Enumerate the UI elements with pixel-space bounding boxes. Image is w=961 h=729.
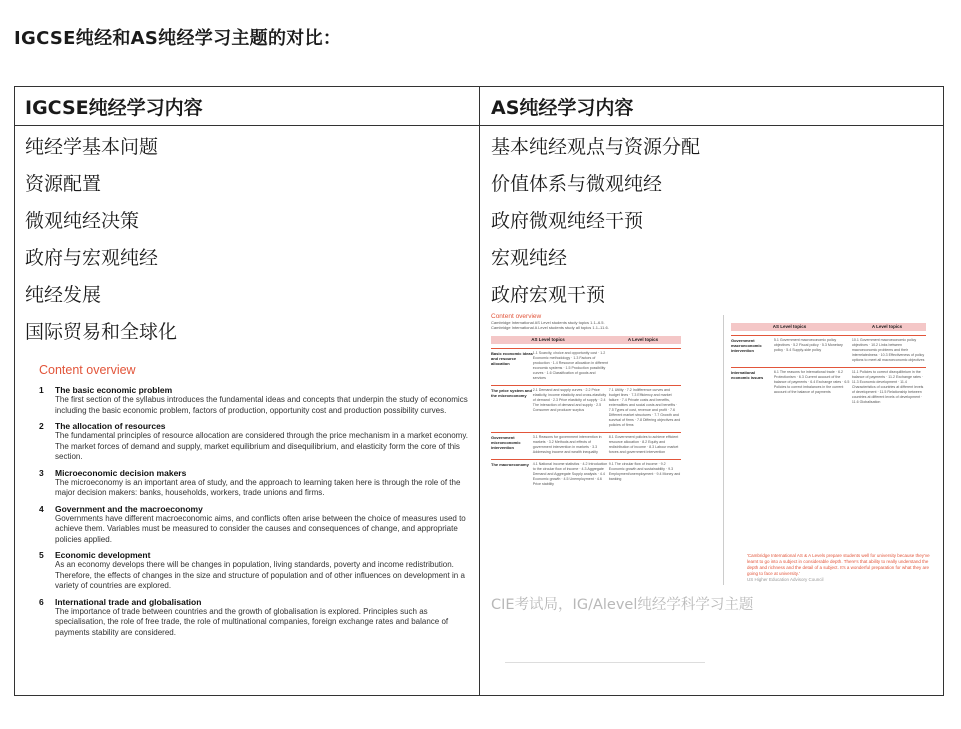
overview-item (39, 504, 479, 546)
overview-item-heading: Economic development (55, 550, 151, 560)
overview-item (39, 597, 479, 639)
list-item: 基本纯经观点与资源分配 (491, 136, 701, 158)
overview-item-description: The microeconomy is an important area of study, and the approach to learning taken here is through the role of the major decision makers: banks, households, workers, trade unions and firms. (55, 477, 461, 497)
as-quote (747, 553, 937, 583)
as-table-row: Basic economic ideas and resource allocation 1.1 Scarcity, choice and opportunity cost · 1.2 Economic methodology · 1.3 Factors of production · 1.4 Resource allocation in different economic systems · 1.5 Production possibility curves · 1.6 Classification of goods and services (491, 348, 681, 381)
overview-item-description: The fundamental principles of resource allocation are considered through the price mechanism in a market economy. The market forces of demand and supply, market equilibrium and disequilibrium, and elasticity form the core of this section. (55, 431, 468, 461)
list-item: 微观纯经决策 (25, 210, 140, 232)
overview-item (39, 421, 479, 463)
overview-item-heading: The allocation of resources (55, 421, 166, 431)
page-gutter (723, 315, 724, 585)
overview-item-number: 2 (39, 421, 44, 431)
divider (505, 662, 705, 663)
overview-item-number: 5 (39, 550, 44, 560)
as-table-row: The macroeconomy 4.1 National income statistics · 4.2 Introduction to the circular flow of income · 4.3 Aggregate Demand and Aggregate Supply analysis · 4.4 Economic growth · 4.5 Unemployment · 4.6 Price stability 9.1 The circular flow of income · 9.2 Economic growth and sustainability · 9.3 Employment/unemployment · 9.4 Money and banking (491, 459, 681, 487)
list-item: 纯经学基本问题 (25, 136, 159, 158)
overview-item-number: 4 (39, 503, 44, 514)
overview-item-description: Governments have different macroeconomic aims, and conflicts often arise between the choice of measures used to achieve them. Variables must be measured to consider the causes and consequences of change, and appropriate policies applied. (55, 513, 466, 544)
list-item: 纯经发展 (25, 284, 102, 306)
quote-source: US Higher Education Advisory Council (747, 577, 824, 582)
overview-item-description: The importance of trade between countries and the growth of globalisation is explored. Principles such as specialisation, the role of free trade, the role of multinational companies, foreign exchange rates and balance of payments stability are considered. (55, 606, 449, 637)
as-topic-list (491, 129, 700, 314)
list-item: 价值体系与微观纯经 (491, 173, 663, 195)
list-item: 宏观纯经 (491, 247, 568, 269)
comparison-table (14, 86, 944, 696)
list-item: 政府与宏观纯经 (25, 247, 159, 269)
overview-item-number: 6 (39, 596, 44, 607)
column-divider (479, 87, 480, 695)
as-level-col-label: AS Level topics (531, 337, 565, 342)
igcse-content-overview (39, 363, 479, 688)
page-title: IGCSE纯经和AS纯经学习主题的对比： (14, 28, 342, 49)
overview-item-number: 1 (39, 385, 44, 395)
overview-item-heading: Government and the macroeconomy (55, 503, 203, 514)
overview-title: Content overview (39, 363, 136, 377)
header-divider (15, 125, 943, 126)
overview-item (39, 468, 479, 499)
as-table-row: Government macroeconomic intervention 5.1 Government macroeconomic policy objectives · 5.2 Fiscal policy · 5.3 Monetary policy · 5.4 Supply-side policy 10.1 Government macroeconomic policy objectives · 10.2 Links between macroeconomic problems and their interrelatedness · 10.3 Effectiveness of policy options to meet all macroeconomic objectives (731, 335, 926, 363)
a-level-col-label: A Level topics (871, 324, 903, 329)
list-item: 国际贸易和全球化 (25, 321, 178, 343)
overview-item-description: As an economy develops there will be changes in population, living standards, poverty and income redistribution. Therefore, the effects of changes in the size and structure of population and of other influences on development in a variety of countries are explored. (55, 560, 465, 590)
overview-item-heading: International trade and globalisation (55, 596, 202, 607)
overview-item-heading: The basic economic problem (55, 385, 173, 395)
quote-text: 'Cambridge International AS & A Levels prepare students well for university because they've learnt to go into a subject in considerable depth. There's that ability to really understand the depth and richness and the detail of a subject. It's a wonderful preparation for what they are going to face at university.' (747, 553, 930, 576)
as-level-col-label: AS Level topics (772, 324, 807, 329)
as-overview-subtitle: Cambridge International AS Level students study topics 1.1–6.5. (491, 320, 605, 325)
as-overview-subtitle: Cambridge International A Level students study all topics 1.1–11.6. (491, 325, 609, 330)
igcse-column-header: IGCSE纯经学习内容 (25, 97, 203, 119)
as-table-header (491, 336, 681, 344)
overview-item (39, 385, 479, 416)
as-content-overview-right (731, 317, 926, 507)
igcse-topic-list (25, 129, 177, 351)
as-overview-title: Content overview (491, 313, 542, 320)
as-column-header: AS纯经学习内容 (491, 97, 634, 119)
image-caption: CIE考试局，IG/Alevel纯经学科学习主题 (491, 597, 754, 613)
list-item: 政府宏观干预 (491, 284, 606, 306)
as-table-row: The price system and the microeconomy 2.1 Demand and supply curves · 2.2 Price elasticity, income elasticity and cross-elasticity of demand · 2.3 Price elasticity of supply · 2.4 The interaction of demand and supply · 2.5 Consumer and producer surplus 7.1 Utility · 7.2 Indifference curves and budget lines · 7.3 Efficiency and market failure · 7.4 Private costs and benefits, externalities and social costs and benefits · 7.5 Types of cost, revenue and profit · 7.6 Different market structures · 7.7 Growth and survival of firms · 7.8 Differing objectives and policies of firms (491, 385, 681, 428)
list-item: 资源配置 (25, 173, 102, 195)
overview-item (39, 550, 479, 592)
overview-item-number: 3 (39, 467, 44, 478)
list-item: 政府微观纯经干预 (491, 210, 644, 232)
as-table-header (731, 323, 926, 331)
as-table-row: Government microeconomic intervention 3.1 Reasons for government intervention in markets · 3.2 Methods and effects of government intervention in markets · 3.3 Addressing income and wealth inequality 8.1 Government policies to achieve efficient resource allocation · 8.2 Equity and redistribution of income · 8.3 Labour market forces and government intervention (491, 432, 681, 455)
overview-item-heading: Microeconomic decision makers (55, 467, 187, 478)
as-table-row: International economic issues 6.1 The reasons for international trade · 6.2 Protectionism · 6.3 Current account of the balance of payments · 6.4 Exchange rates · 6.5 Policies to correct imbalances in the current account of the balance of payments 11.1 Policies to correct disequilibrium in the balance of payments · 11.2 Exchange rates · 11.3 Economic development · 11.4 Characteristics of countries at different levels of development · 11.5 Relationship between countries at different levels of development · 11.6 Globalisation (731, 367, 926, 405)
as-content-overview-left (491, 313, 681, 573)
a-level-col-label: A Level topics (627, 337, 659, 342)
overview-item-description: The first section of the syllabus introduces the fundamental ideas and concepts that underpin the study of economics including the basic economic problem, factors of production, opportunity cost and production possibility curves. (55, 395, 468, 415)
